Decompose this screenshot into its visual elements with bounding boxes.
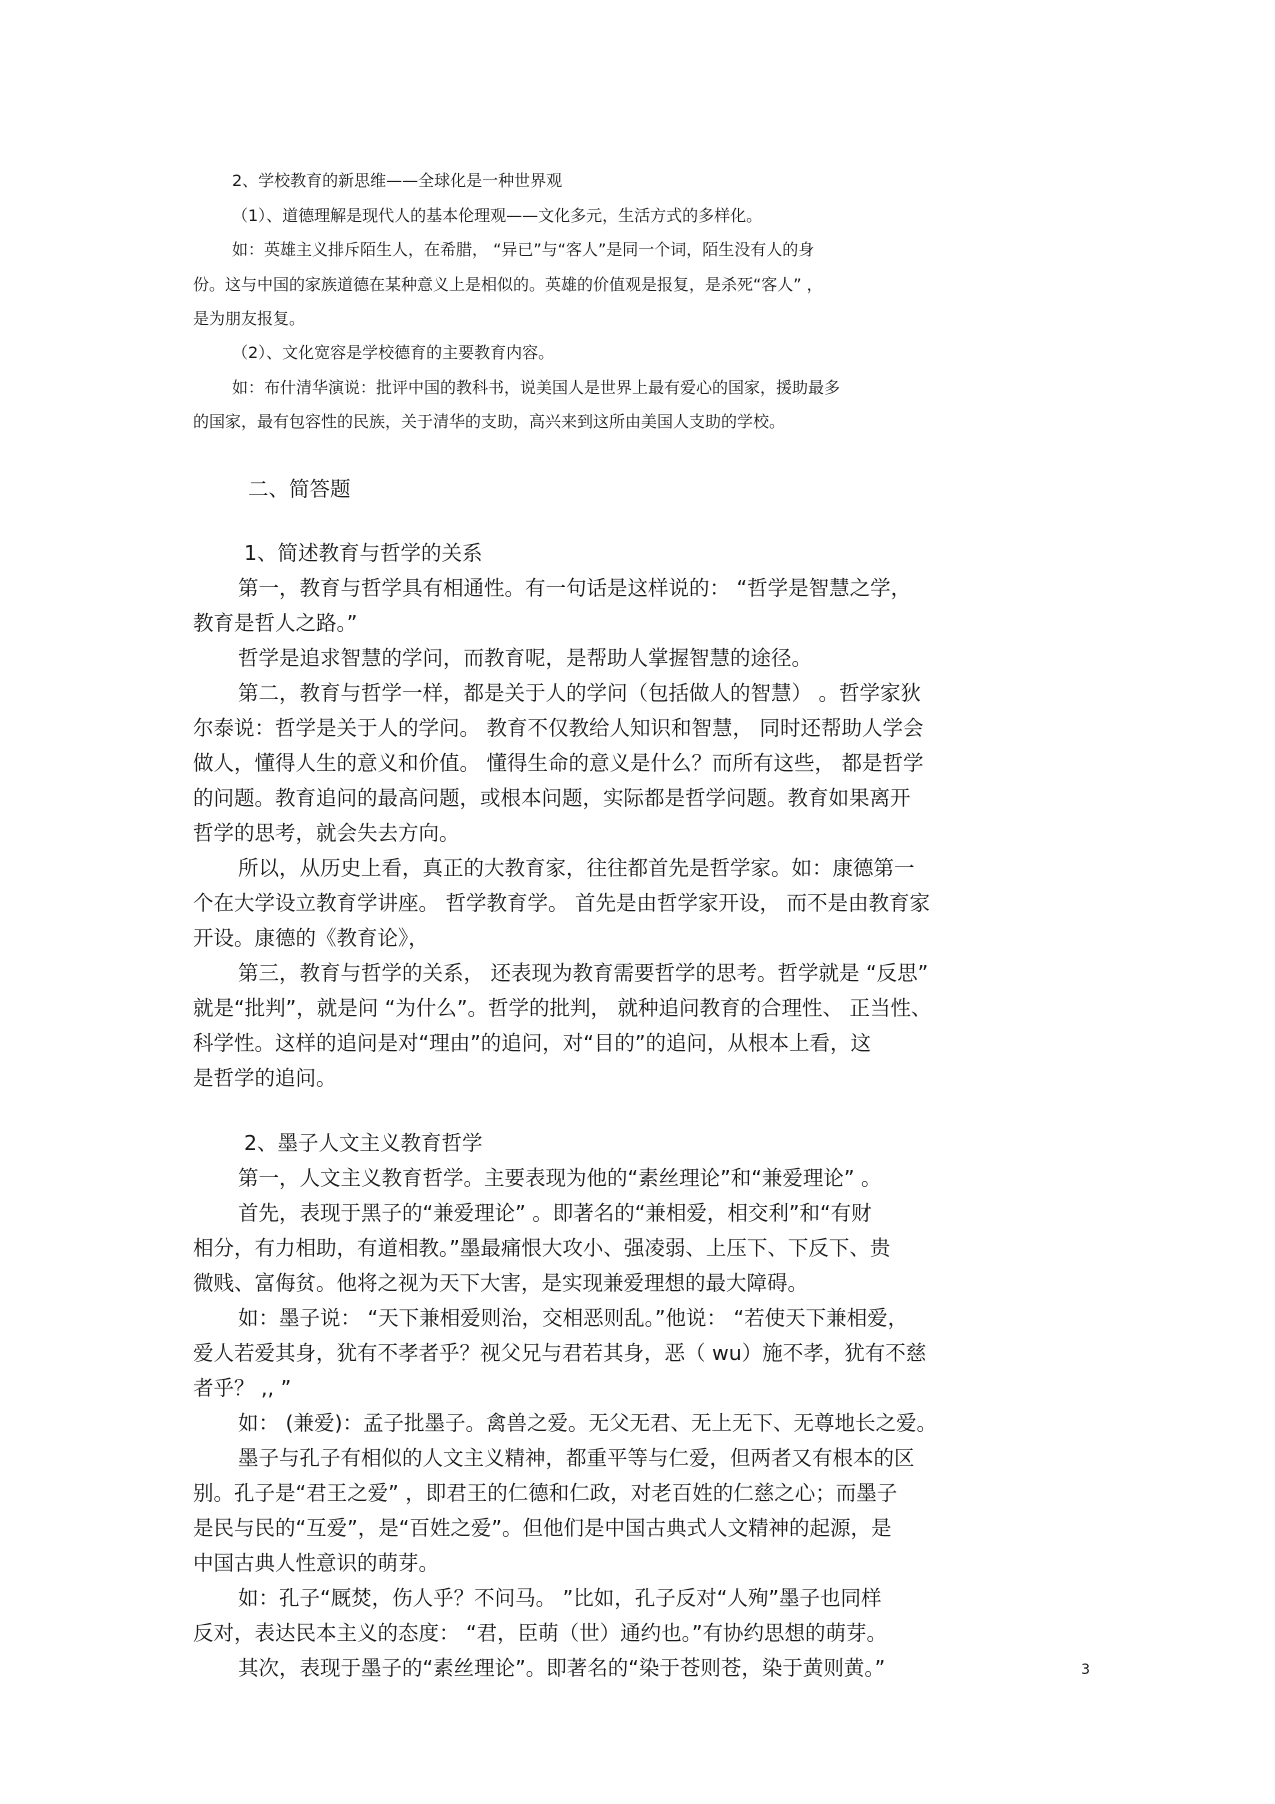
paragraph-line: 如：英雄主义排斥陌生人，在希腊， “异已”与“客人”是同一个词，陌生没有人的身 <box>232 240 815 259</box>
paragraph-line: 哲学是追求智慧的学问，而教育呢，是帮助人掌握智慧的途径。 <box>238 646 812 670</box>
paragraph-line: 第一，人文主义教育哲学。主要表现为他的“素丝理论”和“兼爱理论” 。 <box>238 1166 882 1190</box>
page-number: 3 <box>1081 1662 1090 1678</box>
part-heading: 二、简答题 <box>248 477 351 501</box>
paragraph-line: 如：布什清华演说：批评中国的教科书，说美国人是世界上最有爱心的国家，援助最多 <box>232 378 841 397</box>
paragraph-line: 墨子与孔子有相似的人文主义精神，都重平等与仁爱，但两者又有根本的区 <box>238 1446 915 1470</box>
paragraph-line: 的问题。教育追问的最高问题，或根本问题，实际都是哲学问题。教育如果离开 <box>193 786 911 810</box>
paragraph-line: 中国古典人性意识的萌芽。 <box>193 1551 439 1575</box>
paragraph-line: 个在大学设立教育学讲座。 哲学教育学。 首先是由哲学家开设， 而不是由教育家 <box>193 891 931 915</box>
paragraph-line: 爱人若爱其身，犹有不孝者乎？视父兄与君若其身，恶（ wu）施不孝，犹有不慈 <box>193 1341 927 1365</box>
paragraph-line: 相分，有力相助，有道相教。”墨最痛恨大攻小、强凌弱、上压下、下反下、贵 <box>193 1236 891 1260</box>
paragraph-line: 如：墨子说： “天下兼相爱则治，交相恶则乱。”他说： “若使天下兼相爱， <box>238 1306 909 1330</box>
subsection-title: （1）、道德理解是现代人的基本伦理观——文化多元，生活方式的多样化。 <box>232 206 763 225</box>
paragraph-line: 的国家，最有包容性的民族，关于清华的支助，高兴来到这所由美国人支助的学校。 <box>193 412 786 431</box>
subsection-title: （2）、文化宽容是学校德育的主要教育内容。 <box>232 343 555 362</box>
paragraph-line: 哲学的思考，就会失去方向。 <box>193 821 460 845</box>
paragraph-line: 开设。康德的《教育论》， <box>193 926 429 950</box>
paragraph-line: 科学性。这样的追问是对“理由”的追问，对“目的”的追问，从根本上看，这 <box>193 1031 871 1055</box>
paragraph-line: 所以，从历史上看，真正的大教育家，往往都首先是哲学家。如：康德第一 <box>238 856 915 880</box>
paragraph-line: 如：孔子“厩焚，伤人乎？不问马。 ”比如，孔子反对“人殉”墨子也同样 <box>238 1586 882 1610</box>
paragraph-line: 是民与民的“互爱”，是“百姓之爱”。但他们是中国古典式人文精神的起源，是 <box>193 1516 892 1540</box>
paragraph-line: 第二，教育与哲学一样，都是关于人的学问（包括做人的智慧） 。哲学家狄 <box>238 681 922 705</box>
paragraph-line: 教育是哲人之路。” <box>193 611 358 635</box>
paragraph-line: 是为朋友报复。 <box>193 309 306 328</box>
paragraph-line: 做人，懂得人生的意义和价值。 懂得生命的意义是什么？而所有这些， 都是哲学 <box>193 751 924 775</box>
paragraph-line: 第三，教育与哲学的关系， 还表现为教育需要哲学的思考。哲学就是 “反思” <box>238 961 929 985</box>
paragraph-line: 如： (兼爱)：孟子批墨子。禽兽之爱。无父无君、无上无下、无尊地长之爱。 <box>238 1411 938 1435</box>
paragraph-line: 其次，表现于墨子的“素丝理论”。即著名的“染于苍则苍，染于黄则黄。” <box>238 1656 886 1680</box>
paragraph-line: 者乎？ ,, ” <box>193 1376 292 1400</box>
section-title: 2、学校教育的新思维——全球化是一种世界观 <box>232 171 563 190</box>
paragraph-line: 份。这与中国的家族道德在某种意义上是相似的。英雄的价值观是报复，是杀死“客人” ， <box>193 275 823 294</box>
paragraph-line: 是哲学的追问。 <box>193 1066 337 1090</box>
question-title: 1、简述教育与哲学的关系 <box>244 541 483 565</box>
paragraph-line: 别。孔子是“君王之爱” ，即君王的仁德和仁政，对老百姓的仁慈之心；而墨子 <box>193 1481 898 1505</box>
question-title: 2、墨子人文主义教育哲学 <box>244 1131 483 1155</box>
paragraph-line: 首先，表现于黑子的“兼爱理论” 。即著名的“兼相爱，相交利”和“有财 <box>238 1201 872 1225</box>
paragraph-line: 微贱、富侮贫。他将之视为天下大害，是实现兼爱理想的最大障碍。 <box>193 1271 808 1295</box>
paragraph-line: 反对，表达民本主义的态度： “君，臣萌（世）通约也。”有协约思想的萌芽。 <box>193 1621 888 1645</box>
paragraph-line: 第一，教育与哲学具有相通性。有一句话是这样说的： “哲学是智慧之学， <box>238 576 912 600</box>
paragraph-line: 就是“批判”，就是问 “为什么”。哲学的批判， 就种追问教育的合理性、 正当性、 <box>193 996 932 1020</box>
paragraph-line: 尔泰说：哲学是关于人的学问。 教育不仅教给人知识和智慧， 同时还帮助人学会 <box>193 716 924 740</box>
